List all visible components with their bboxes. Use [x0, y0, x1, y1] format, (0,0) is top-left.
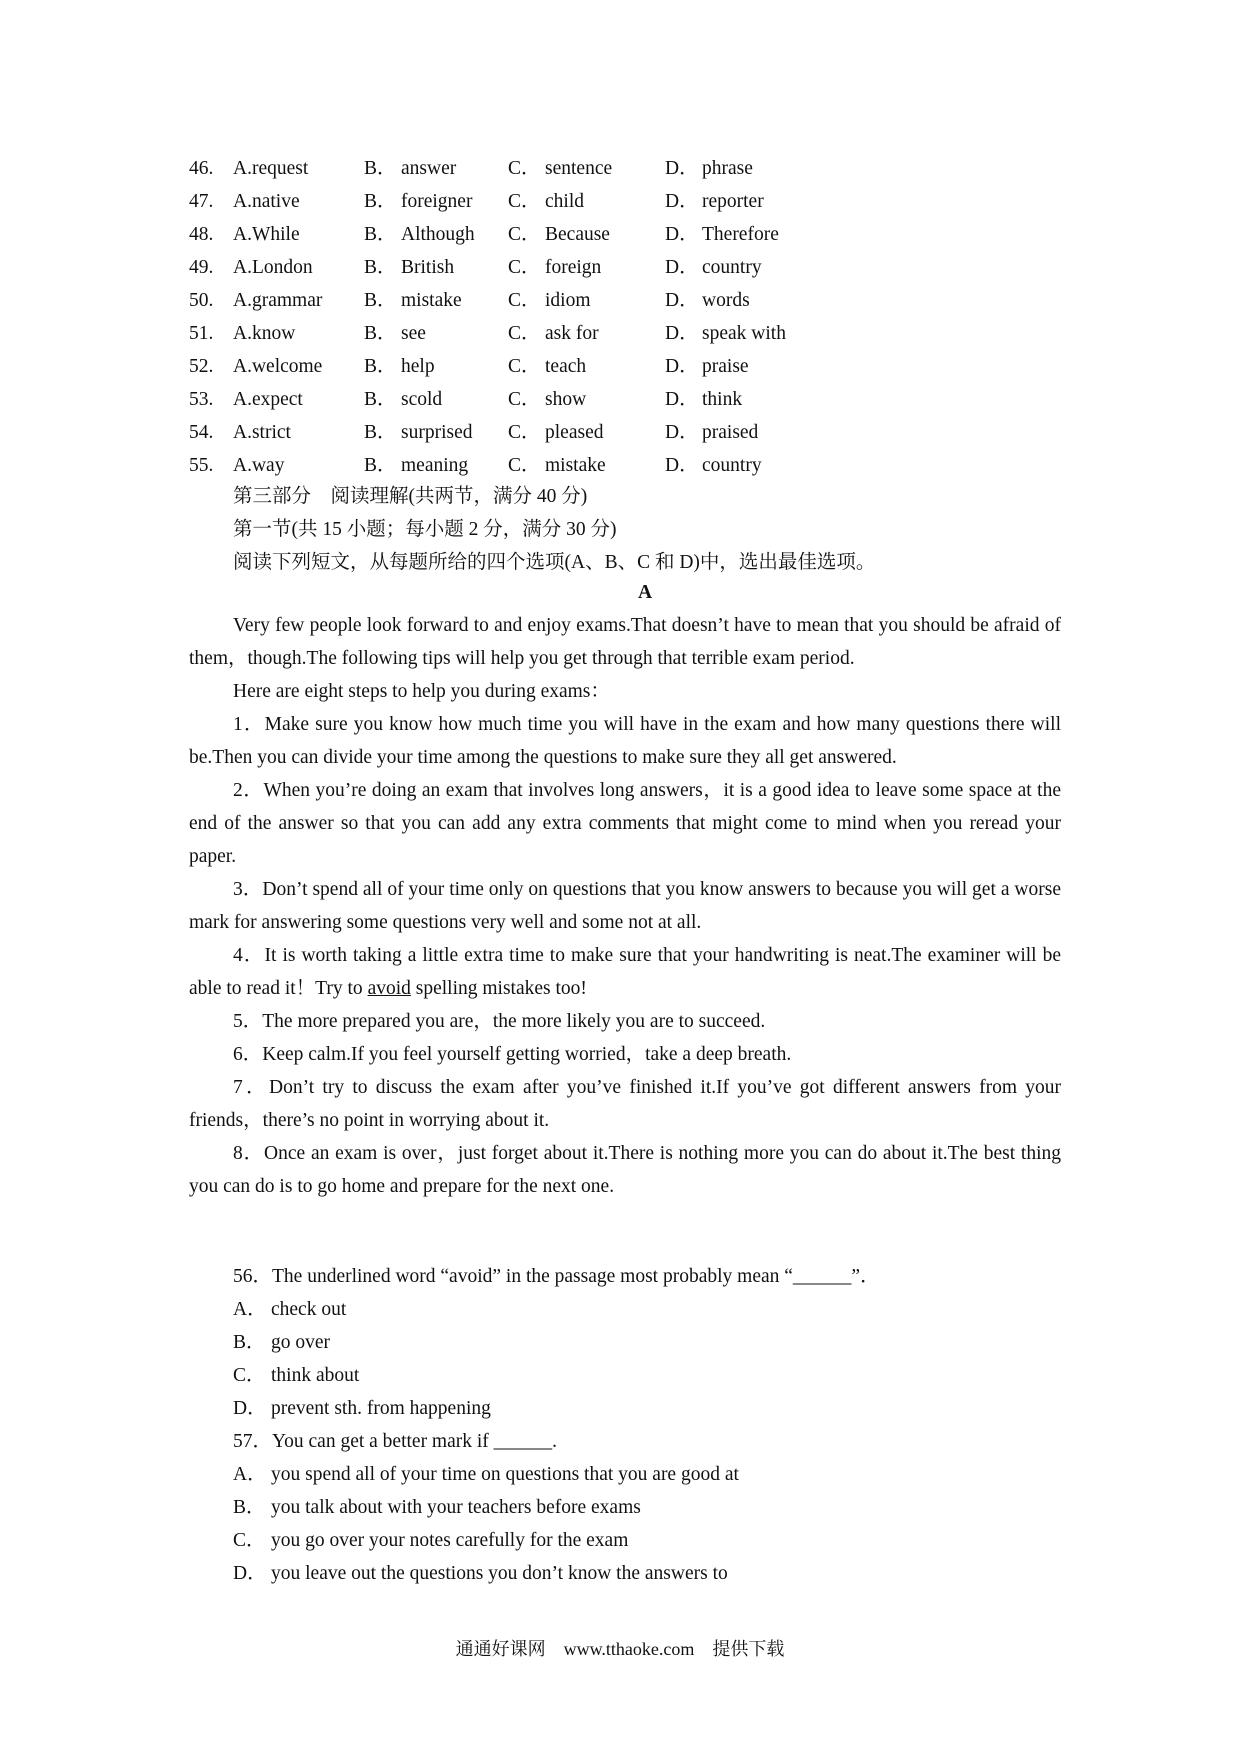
option-b: [364, 317, 508, 350]
option-text: reporter: [702, 191, 764, 212]
option-letter: D．: [665, 290, 699, 311]
step-text: 4．It is worth taking a little extra time to make sure that your handwriting is neat.The examiner will be able to read it！Try to: [189, 945, 1061, 999]
option-letter: C．: [233, 1365, 266, 1386]
option-text: go over: [271, 1332, 331, 1353]
option-a: A.way: [233, 455, 285, 476]
passage-label: A: [637, 582, 653, 603]
option-text: you leave out the questions you don’t know the answers to: [271, 1563, 728, 1584]
option-letter: D．: [665, 356, 699, 377]
passage-paragraph: Here are eight steps to help you during exams：: [233, 681, 610, 702]
option-c: [508, 383, 665, 416]
option-a: A.native: [233, 191, 300, 212]
option-text: British: [401, 257, 455, 278]
option-c: [508, 416, 665, 449]
option-text: speak with: [702, 323, 786, 344]
option-text: answer: [401, 158, 457, 179]
option-c: [508, 284, 665, 317]
option-text: scold: [401, 389, 443, 410]
option-letter: B．: [364, 455, 397, 476]
option-text: think: [702, 389, 743, 410]
option-b: [364, 350, 508, 383]
passage-step: 8．Once an exam is over，just forget about it.There is nothing more you can do about it.The best thing you can do is to go home and prepare for the next one.: [189, 1143, 1061, 1197]
reading-passage: [189, 609, 1061, 1203]
option-text: words: [702, 290, 750, 311]
option-letter: B．: [233, 1332, 266, 1353]
option-letter: D．: [665, 191, 699, 212]
option-text: think about: [271, 1365, 360, 1386]
option-text: phrase: [702, 158, 753, 179]
option-c: [508, 185, 665, 218]
option-d: [665, 383, 825, 416]
option-text: check out: [271, 1299, 347, 1320]
cloze-row: [189, 350, 825, 383]
option-letter: B．: [364, 224, 397, 245]
option-b: [364, 218, 508, 251]
option-text: foreigner: [401, 191, 473, 212]
option-text: country: [702, 455, 762, 476]
cloze-row: [189, 152, 825, 185]
step-text: spelling mistakes too!: [410, 978, 587, 999]
answer-option: [189, 1524, 1061, 1557]
option-text: ask for: [545, 323, 599, 344]
cloze-row: [189, 449, 825, 482]
option-text: Because: [545, 224, 610, 245]
option-a: A.London: [233, 257, 313, 278]
question-stem: 56．The underlined word “avoid” in the passage most probably mean “______”．: [233, 1266, 880, 1287]
passage-step: 3．Don’t spend all of your time only on questions that you know answers to because you will get a worse mark for answering some questions very well and some not at all.: [189, 879, 1061, 933]
option-c: [508, 350, 665, 383]
passage-step: 6．Keep calm.If you feel yourself getting worried，take a deep breath.: [233, 1044, 792, 1065]
option-c: [508, 449, 665, 482]
option-d: [665, 350, 825, 383]
option-text: you go over your notes carefully for the exam: [271, 1530, 629, 1551]
option-d: [665, 317, 825, 350]
option-a: A.strict: [233, 422, 291, 443]
option-text: teach: [545, 356, 587, 377]
answer-option: [189, 1491, 1061, 1524]
cloze-row: [189, 383, 825, 416]
answer-option: [189, 1557, 1061, 1590]
option-letter: A．: [233, 1299, 267, 1320]
question-number: 52.: [189, 356, 214, 377]
option-letter: B．: [364, 422, 397, 443]
cloze-row: [189, 218, 825, 251]
option-letter: D．: [665, 389, 699, 410]
option-d: [665, 218, 825, 251]
option-letter: B．: [364, 323, 397, 344]
option-letter: C．: [508, 158, 541, 179]
question-56: [189, 1260, 1061, 1425]
passage-step: [189, 939, 1061, 1005]
option-text: praised: [702, 422, 759, 443]
passage-paragraph: Very few people look forward to and enjoy exams.That doesn’t have to mean that you should be afraid of them，though.The following tips will help you get through that terrible exam period.: [189, 615, 1061, 669]
answer-option: [189, 1359, 1061, 1392]
question-57: [189, 1425, 1061, 1590]
option-text: you talk about with your teachers before exams: [271, 1497, 641, 1518]
option-letter: A．: [233, 1464, 267, 1485]
option-letter: B．: [364, 257, 397, 278]
page-footer: 通通好课网 www.tthaoke.com 提供下载: [455, 1639, 785, 1659]
option-text: Although: [401, 224, 475, 245]
section-instructions: 阅读下列短文，从每题所给的四个选项(A、B、C 和 D)中，选出最佳选项。: [233, 552, 876, 573]
cloze-options-table: [189, 152, 825, 482]
section-part-title: 第三部分 阅读理解(共两节，满分 40 分): [233, 486, 588, 507]
option-a: A.know: [233, 323, 296, 344]
option-letter: C．: [508, 356, 541, 377]
option-text: you spend all of your time on questions that you are good at: [271, 1464, 739, 1485]
passage-step: 5．The more prepared you are，the more likely you are to succeed.: [233, 1011, 766, 1032]
option-letter: D．: [665, 455, 699, 476]
option-text: prevent sth. from happening: [271, 1398, 491, 1419]
option-b: [364, 284, 508, 317]
option-d: [665, 251, 825, 284]
option-d: [665, 185, 825, 218]
cloze-row: [189, 251, 825, 284]
cloze-row: [189, 284, 825, 317]
option-b: [364, 185, 508, 218]
option-letter: C．: [508, 191, 541, 212]
option-a: A.welcome: [233, 356, 323, 377]
answer-option: [189, 1326, 1061, 1359]
question-number: 51.: [189, 323, 214, 344]
question-number: 55.: [189, 455, 214, 476]
section-sub-title: 第一节(共 15 小题；每小题 2 分，满分 30 分): [233, 519, 617, 540]
question-number: 48.: [189, 224, 214, 245]
question-number: 49.: [189, 257, 214, 278]
option-text: meaning: [401, 455, 469, 476]
question-number: 54.: [189, 422, 214, 443]
option-text: foreign: [545, 257, 602, 278]
answer-option: [189, 1458, 1061, 1491]
option-a: A.grammar: [233, 290, 323, 311]
option-d: [665, 152, 825, 185]
option-text: Therefore: [702, 224, 779, 245]
option-letter: B．: [364, 191, 397, 212]
option-b: [364, 449, 508, 482]
option-letter: B．: [364, 389, 397, 410]
option-text: mistake: [401, 290, 462, 311]
option-letter: C．: [508, 389, 541, 410]
option-letter: D．: [665, 323, 699, 344]
option-text: sentence: [545, 158, 613, 179]
option-b: [364, 383, 508, 416]
passage-step: 1．Make sure you know how much time you will have in the exam and how many questions there will be.Then you can divide your time among the questions to make sure they all get answered.: [189, 714, 1061, 768]
option-d: [665, 449, 825, 482]
option-letter: D．: [665, 422, 699, 443]
option-letter: C．: [508, 422, 541, 443]
option-letter: C．: [508, 257, 541, 278]
option-text: praise: [702, 356, 749, 377]
passage-step: 2．When you’re doing an exam that involves long answers，it is a good idea to leave some space at the end of the answer so that you can add any extra comments that might come to mind when you reread your paper.: [189, 780, 1061, 867]
option-letter: B．: [233, 1497, 266, 1518]
option-b: [364, 152, 508, 185]
option-text: show: [545, 389, 587, 410]
question-number: 53.: [189, 389, 214, 410]
option-b: [364, 251, 508, 284]
option-letter: C．: [508, 455, 541, 476]
cloze-row: [189, 317, 825, 350]
question-number: 46.: [189, 158, 214, 179]
option-letter: B．: [364, 158, 397, 179]
option-letter: C．: [233, 1530, 266, 1551]
option-d: [665, 284, 825, 317]
option-letter: B．: [364, 356, 397, 377]
option-a: A.While: [233, 224, 300, 245]
question-stem: 57．You can get a better mark if ______.: [233, 1431, 558, 1452]
underlined-word: avoid: [367, 978, 411, 999]
option-text: idiom: [545, 290, 591, 311]
option-d: [665, 416, 825, 449]
option-a: A.expect: [233, 389, 303, 410]
option-letter: C．: [508, 323, 541, 344]
answer-option: [189, 1392, 1061, 1425]
option-text: country: [702, 257, 762, 278]
option-c: [508, 152, 665, 185]
option-c: [508, 317, 665, 350]
option-c: [508, 251, 665, 284]
option-text: surprised: [401, 422, 473, 443]
option-b: [364, 416, 508, 449]
question-number: 50.: [189, 290, 214, 311]
option-a: A.request: [233, 158, 309, 179]
option-letter: B．: [364, 290, 397, 311]
option-letter: C．: [508, 224, 541, 245]
question-number: 47.: [189, 191, 214, 212]
option-letter: D．: [665, 158, 699, 179]
option-text: help: [401, 356, 435, 377]
option-text: mistake: [545, 455, 606, 476]
passage-step: 7．Don’t try to discuss the exam after you’ve finished it.If you’ve got different answers from your friends，there’s no point in worrying about it.: [189, 1077, 1061, 1131]
option-letter: D．: [233, 1563, 267, 1584]
option-letter: D．: [665, 224, 699, 245]
cloze-row: [189, 416, 825, 449]
cloze-row: [189, 185, 825, 218]
option-text: child: [545, 191, 584, 212]
option-text: see: [401, 323, 426, 344]
option-letter: D．: [665, 257, 699, 278]
option-letter: D．: [233, 1398, 267, 1419]
option-letter: C．: [508, 290, 541, 311]
answer-option: [189, 1293, 1061, 1326]
option-c: [508, 218, 665, 251]
option-text: pleased: [545, 422, 604, 443]
